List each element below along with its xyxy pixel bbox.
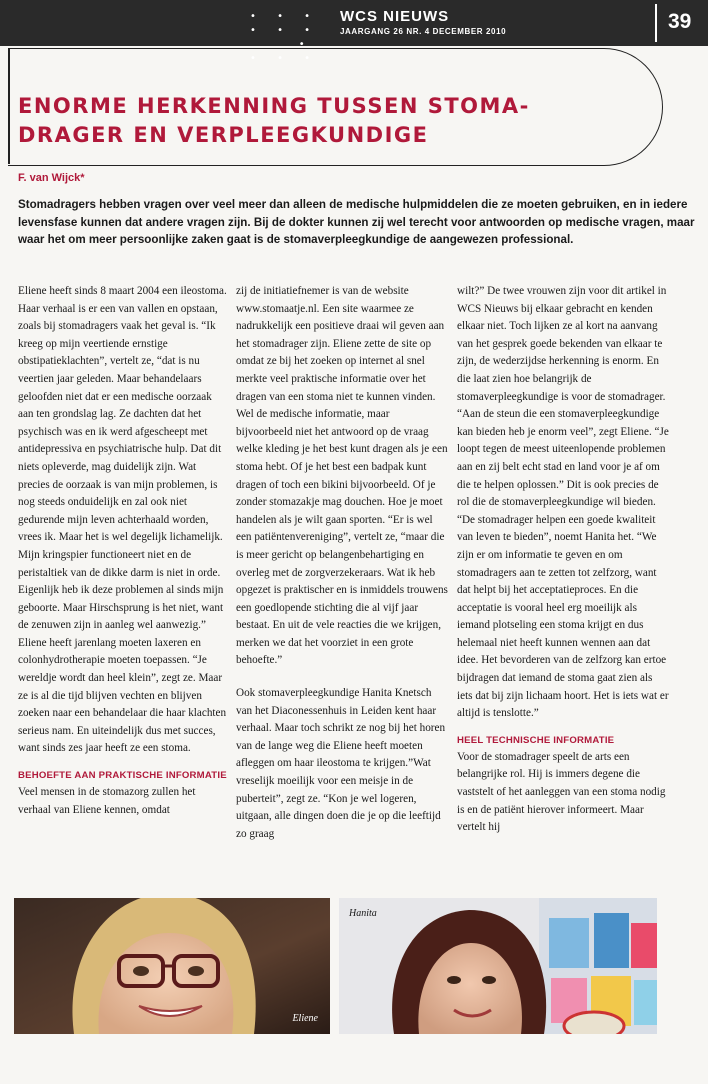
- author-byline: F. van Wijck*: [18, 172, 85, 184]
- article-title-line1: ENORME HERKENNING TUSSEN STOMA-: [18, 94, 530, 118]
- article-intro: Stomadragers hebben vragen over veel meer dan alleen de medische hulpmiddelen die ze moeten gebruiken, en in iedere levensfase kunnen dat andere vragen zijn. Bij de dokter kunnen zij wel terecht voor antwoorden op medische vragen, maar waar het om meer persoonlijke zaken gaat is de stomaverpleegkundige de aangewezen professional.: [18, 198, 695, 246]
- paragraph: zij de initiatiefnemer is van de website www.stomaatje.nl. Een site waarmee ze nadrukkelijk een positieve draai wil geven aan het stomadrager zijn. Eliene zette de site op omdat ze bij het zoeken op internet al snel merkte veel praktische informatie over het dragen van een stoma niet te kunnen vinden. Wel de medische informatie, maar bijvoorbeeld niet het antwoord op de vraag welke kleding je het best kunt dragen als je een stoma hebt. Of je het best een badpak kunt dragen of toch een bikini bijvoorbeeld. Of je zonder stomazakje mag douchen. Hoe je moet handelen als je wilt gaan sporten. “Er is wel een patiëntenvereniging”, vertelt ze, “maar die is meer gericht op belangenbehartiging en overleg met de zorgverzekeraars. Wat ik heb opgezet is praktischer en is inmiddels trouwens een goedlopende stichting die al vijf jaar bestaat. En uit de vele reacties die we krijgen, merken we dat het voorziet in een grote behoefte.”: [236, 285, 448, 667]
- section-heading: BEHOEFTE AAN PRAKTISCHE INFORMATIE: [18, 770, 227, 782]
- article-title: [18, 92, 618, 150]
- header-dots-decoration: • • • • • • • • • •: [250, 11, 320, 64]
- magazine-title: WCS NIEUWS: [340, 8, 450, 25]
- text-column-2: [236, 283, 448, 843]
- paragraph: Veel mensen in de stomazorg zullen het verhaal van Eliene kennen, omdat: [18, 786, 196, 816]
- paragraph: Eliene heeft sinds 8 maart 2004 een ileostoma. Haar verhaal is er een van vallen en opstaan, zoals bij stomadragers vaak het geval is. “Ik kreeg op mijn veertiende ernstige obstipatieklachten”, vertelt ze, “dat is nu veertien jaar geleden. Maar behandelaars geloofden niet dat er een medische oorzaak aan ten grondslag lag. Ze dachten dat het psychisch was en ik werd afgescheept met antidepressiva en psychiatrische hulp. Dat dit niets opleverde, mag duidelijk zijn. Wat precies de oorzaak is van mijn problemen, is nog steeds onduidelijk en zal ook niet gedurende mijn leven achterhaald worden, vrees ik. Maar het is wel degelijk lichamelijk. Mijn kringspier functioneert niet en de peristaltiek van de dikke darm is niet in orde. Eigenlijk heb ik deze problemen al sinds mijn geboorte. Maar Hirschsprung is het niet, want de zenuwen zijn in aanleg wel aanwezig.” Eliene heeft jarenlang moeten laxeren en colonhydrotherapie moeten toepassen. “Je wereldje wordt dan heel klein”, zegt ze. Maar ze is al die tijd blijven vechten en blijven zoeken naar een behandelaar die haar klachten serieus nam. En uiteindelijk dus met succes, want sinds zes jaar heeft ze een stoma.: [18, 285, 227, 755]
- text-column-3: [457, 283, 669, 837]
- photo-hanita: [339, 898, 657, 1034]
- photo-caption: Eliene: [292, 1013, 318, 1024]
- article-title-line2: DRAGER EN VERPLEEGKUNDIGE: [18, 123, 429, 147]
- page-header: [0, 0, 708, 64]
- paragraph: Ook stomaverpleegkundige Hanita Knetsch van het Diaconessenhuis in Leiden kent haar verhaal. Maar toch schrikt ze nog bij het horen van de lange weg die Eliene heeft moeten afleggen om haar ileostoma te krijgen.”Wat vreselijk moeilijk voor een meisje in de puberteit”, zegt ze. “Kon je wel logeren, uitgaan, alle dingen doen die je op die leeftijd zo graag: [236, 687, 446, 840]
- text-column-1: [18, 283, 230, 819]
- paragraph: Voor de stomadrager speelt de arts een belangrijke rol. Hij is immers degene die vaststelt of het aanleggen van een stoma nodig is en de patiënt hierover informeert. Maar vertelt hij: [457, 750, 666, 834]
- photo-caption: Hanita: [349, 908, 377, 919]
- title-frame-left-line: [8, 48, 10, 164]
- issue-info: JAARGANG 26 NR. 4 DECEMBER 2010: [340, 27, 507, 36]
- header-divider: [655, 4, 657, 42]
- portrait-eliene-image: [14, 898, 330, 1034]
- portrait-hanita-image: [339, 898, 657, 1034]
- section-heading: HEEL TECHNISCHE INFORMATIE: [457, 734, 615, 746]
- photo-eliene: [14, 898, 330, 1034]
- page-number: 39: [668, 10, 692, 33]
- paragraph: wilt?” De twee vrouwen zijn voor dit artikel in WCS Nieuws bij elkaar gebracht en kenden elkaar niet. Toch lijken ze al kort na aanvang van het gesprek goede bekenden van elkaar te zijn, de wederzijdse herkenning is enorm. En die laat zien hoe belangrijk de stomaverpleegkundige is voor de stomadrager. “Aan de steun die een stomaverpleegkundige kan bieden heb je enorm veel”, zegt Eliene. “Je loopt tegen de meest uiteenlopende problemen aan en zij belt echt stad en land voor je af om die te helpen oplossen.” Dit is ook precies de rol die de stomaverpleegkundige wil bieden. “De stomadrager helpen een goede kwaliteit van leven te bieden”, noemt Hanita het. “We zijn er om informatie te geven en om stomadragers aan te zetten tot zelfzorg, want dat helpt bij het acceptatieproces. En die acceptatie is vooral heel erg moeilijk als iemand plotseling een stoma krijgt en dus helemaal niet heeft kunnen wennen aan dat idee. Het bevorderen van de zelfzorg kan ertoe bijdragen dat iemand de stoma gaat zien als iets dat bij zijn lichaam hoort. Het is iets wat er altijd is tenslotte.”: [457, 285, 669, 720]
